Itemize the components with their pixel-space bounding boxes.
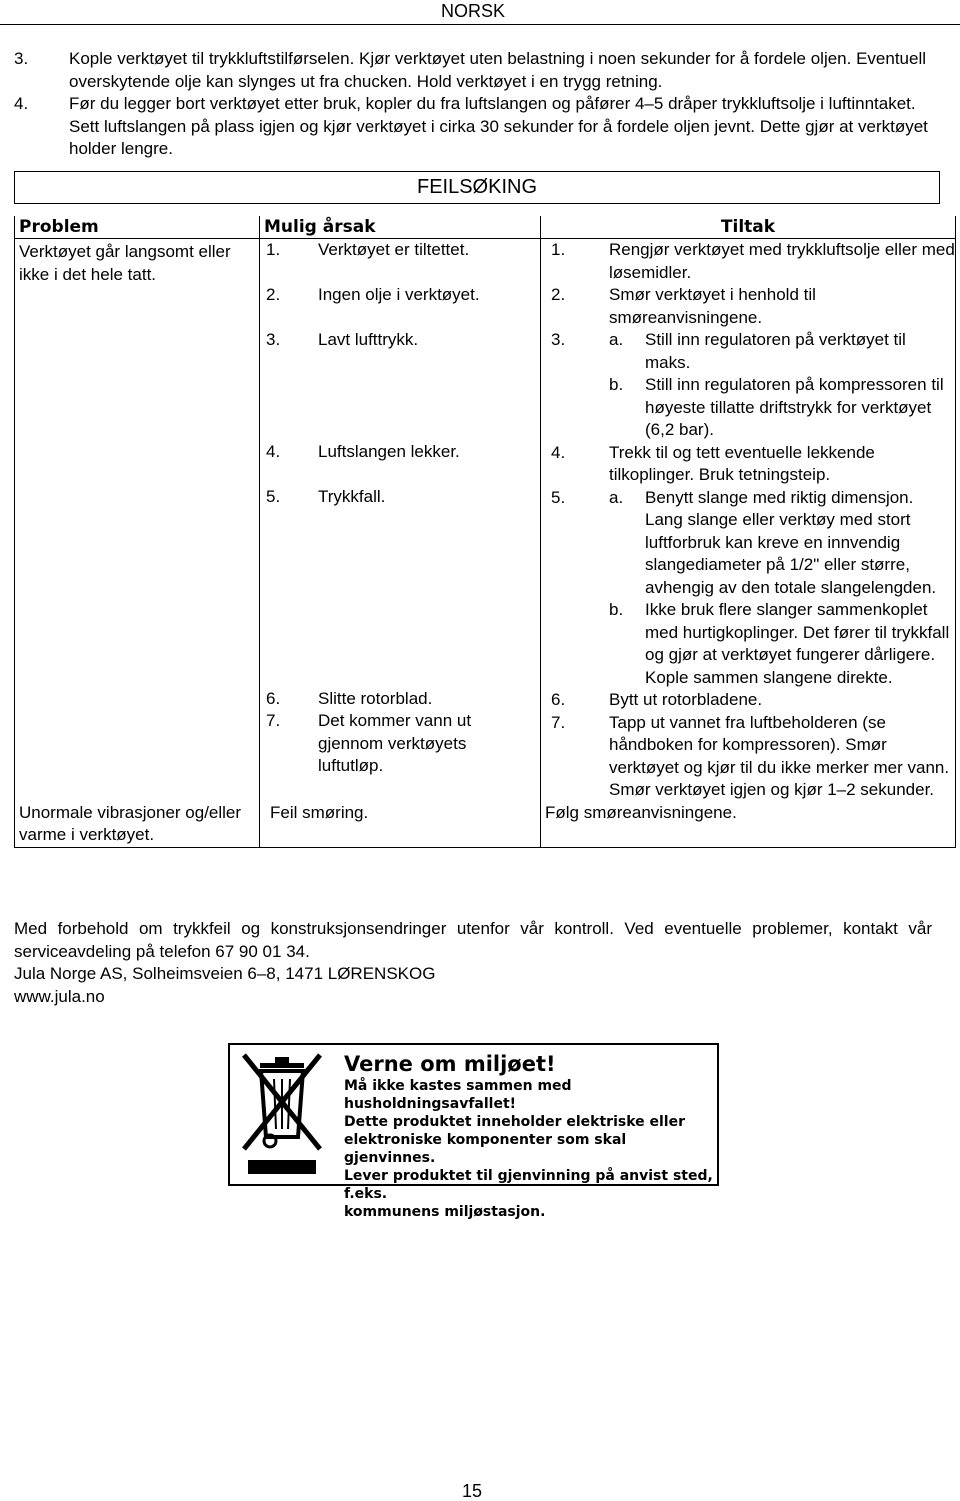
environment-line: kommunens miljøstasjon. xyxy=(344,1204,546,1220)
action-number: 3. xyxy=(551,330,566,349)
sub-text: Still inn regulatoren på kompressoren til høyeste tillatte driftstrykk for verktøyet (6,2 bar). xyxy=(645,375,944,439)
step-text: Kople verktøyet til trykkluftstilførselen. Kjør verktøyet uten belastning i noen sekunder for å fordele oljen. Eventuell overskytende olje kan slynges ut fra chucken. Hold verktøyet i en trygg retning. xyxy=(69,49,927,91)
crossed-bin-icon xyxy=(230,1045,334,1184)
sub-label: b. xyxy=(609,375,624,394)
disclaimer-block xyxy=(14,918,932,1008)
cause-text: Verktøyet er tiltettet. xyxy=(318,240,470,259)
sub-label: b. xyxy=(609,600,624,619)
sub-text: Benytt slange med riktig dimensjon. Lang slange eller verktøy med stort luftforbruk kan kreve en innvendig slangediameter på 1/2" eller større, avhengig av den totale slangelengden. xyxy=(645,487,937,597)
cause-text: Ingen olje i verktøyet. xyxy=(318,285,480,304)
table-header-row xyxy=(15,216,956,239)
header-cause: Mulig årsak xyxy=(260,216,541,239)
header-action: Tiltak xyxy=(541,216,956,239)
troubleshooting-table xyxy=(14,216,956,848)
instruction-step-4 xyxy=(14,93,944,161)
action-number: 2. xyxy=(551,285,566,304)
troubleshooting-title: FEILSØKING xyxy=(14,171,940,204)
disclaimer-text: Med forbehold om trykkfeil og konstruksjonsendringer utenfor vår kontroll. Ved eventuelle problemer, kontakt vår serviceavdeling på telefon 67 90 01 34. xyxy=(14,919,932,961)
header-divider xyxy=(0,24,960,25)
action-item xyxy=(541,284,955,329)
environment-text xyxy=(344,1051,717,1221)
cause-number: 4. xyxy=(266,442,281,461)
cause-item xyxy=(260,284,540,329)
instruction-step-3 xyxy=(14,48,944,93)
cause-number: 3. xyxy=(266,330,281,349)
problem-cell: Unormale vibrasjoner og/eller varme i verktøyet. xyxy=(15,802,260,848)
step-number: 3. xyxy=(14,49,29,68)
action-text xyxy=(609,487,955,690)
action-number: 6. xyxy=(551,690,566,709)
header-problem: Problem xyxy=(15,216,260,239)
environment-notice xyxy=(228,1043,719,1220)
cause-number: 1. xyxy=(266,240,281,259)
action-text: Tapp ut vannet fra luftbeholderen (se håndboken for kompressoren). Smør verktøyet og kjør til du ikke merker mer vann. Smør verktøyet igjen og kjør 1–2 sekunder. xyxy=(609,712,950,799)
environment-line: Dette produktet inneholder elektriske eller xyxy=(344,1114,685,1130)
cause-cell: Feil smøring. xyxy=(260,802,541,848)
cause-number: 5. xyxy=(266,487,281,506)
page-header-language: NORSK xyxy=(440,1,505,21)
cause-number: 6. xyxy=(266,689,281,708)
cause-text: Trykkfall. xyxy=(318,487,386,506)
step-text: Før du legger bort verktøyet etter bruk, kopler du fra luftslangen og påfører 4–5 dråper trykkluftsolje i luftinntaket. Sett luftslangen på plass igjen og kjør verktøyet i cirka 30 sekunder for å fordele oljen jevnt. Dette gjør at verktøyet holder lengre. xyxy=(69,94,928,158)
action-cell: Følg smøreanvisningene. xyxy=(541,802,956,848)
action-text: Bytt ut rotorbladene. xyxy=(609,690,763,709)
sub-label: a. xyxy=(609,330,624,349)
action-text xyxy=(609,329,955,442)
sub-step xyxy=(609,374,955,442)
action-number: 1. xyxy=(551,240,566,259)
sub-label: a. xyxy=(609,487,624,507)
table-row xyxy=(15,802,956,848)
cause-item xyxy=(260,239,540,284)
environment-line: Lever produktet til gjenvinning på anvist sted, f.eks. xyxy=(344,1168,713,1202)
step-number: 4. xyxy=(14,94,29,113)
cause-item xyxy=(260,441,540,486)
action-item xyxy=(541,712,955,802)
environment-line: Må ikke kastes sammen med husholdningsavfallet! xyxy=(344,1078,572,1112)
page-number: 15 xyxy=(462,1481,483,1501)
action-item xyxy=(541,239,955,284)
action-number: 7. xyxy=(551,712,566,732)
action-item xyxy=(541,442,955,487)
action-text: Rengjør verktøyet med trykkluftsolje eller med løsemidler. xyxy=(609,240,955,282)
website-link: www.jula.no xyxy=(14,986,105,1006)
problem-cell: Verktøyet går langsomt eller ikke i det hele tatt. xyxy=(15,239,260,802)
action-item xyxy=(541,689,955,712)
sub-step xyxy=(609,599,955,689)
action-text: Trekk til og tett eventuelle lekkende tilkoplinger. Bruk tetningsteip. xyxy=(609,442,875,484)
cause-number: 2. xyxy=(266,285,281,304)
action-item xyxy=(541,329,955,442)
company-address: Jula Norge AS, Solheimsveien 6–8, 1471 LØRENSKOG xyxy=(14,964,436,983)
cause-item xyxy=(260,486,540,688)
cause-cell xyxy=(260,239,541,802)
maintenance-instructions xyxy=(14,48,944,161)
cause-item xyxy=(260,329,540,441)
cause-text: Luftslangen lekker. xyxy=(318,442,460,461)
sub-step xyxy=(609,487,955,600)
sub-step xyxy=(609,329,955,374)
cause-item xyxy=(260,710,540,778)
environment-title: Verne om miljøet! xyxy=(344,1052,556,1076)
action-number: 5. xyxy=(551,487,566,507)
action-item xyxy=(541,487,955,690)
sub-text: Ikke bruk flere slanger sammenkoplet med hurtigkoplinger. Det fører til trykkfall og gjør at verktøyet fungerer dårligere. Kople sammen slangene direkte. xyxy=(645,600,950,687)
sub-text: Still inn regulatoren på verktøyet til maks. xyxy=(645,330,906,372)
cause-number: 7. xyxy=(266,711,281,730)
cause-text: Lavt lufttrykk. xyxy=(318,330,419,349)
action-cell xyxy=(541,239,956,802)
action-number: 4. xyxy=(551,442,566,462)
cause-text: Slitte rotorblad. xyxy=(318,689,433,708)
table-row xyxy=(15,239,956,802)
action-text: Smør verktøyet i henhold til smøreanvisningene. xyxy=(609,285,816,327)
cause-text: Det kommer vann ut gjennom verktøyets luftutløp. xyxy=(318,711,472,775)
cause-item xyxy=(260,688,540,710)
environment-line: elektroniske komponenter som skal gjenvinnes. xyxy=(344,1132,627,1166)
